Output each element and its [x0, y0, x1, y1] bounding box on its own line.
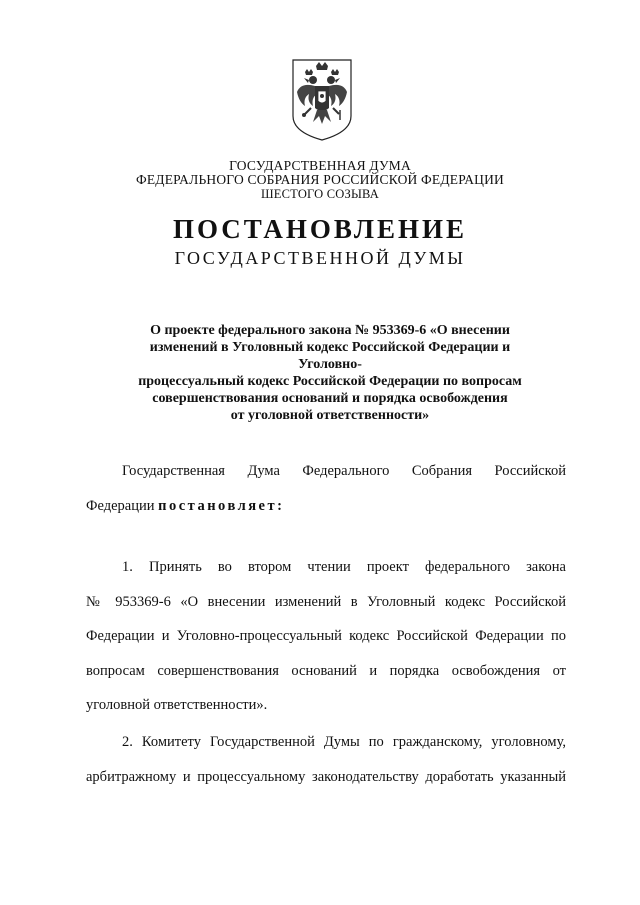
bill-title-line: совершенствования оснований и порядка освобождения: [152, 391, 508, 406]
item-2-line: 2. Комитету Государственной Думы по гражданскому, уголовному,: [122, 734, 566, 750]
bill-title-line: процессуальный кодекс Российской Федерации по вопросам: [138, 374, 522, 389]
bill-title-line: изменений в Уголовный кодекс Российской Федерации и Уголовно-: [149, 340, 511, 372]
item-1-line: 1. Принять во втором чтении проект федерального закона: [122, 559, 566, 575]
intro-paragraph: [86, 454, 566, 523]
header-convocation: ШЕСТОГО СОЗЫВА: [260, 187, 380, 201]
state-emblem-icon: [291, 58, 353, 142]
intro-line: Государственная Дума Федерального Собрания Российской: [122, 463, 566, 479]
bill-title-line: от уголовной ответственности»: [230, 408, 430, 423]
bill-title-line: О проекте федерального закона № 953369-6 «О внесении: [150, 323, 510, 338]
item-2-line: арбитражному и процессуальному законодательству доработать указанный: [86, 768, 566, 785]
decree-verb: постановляет:: [158, 497, 285, 514]
item-1-line: уголовной ответственности».: [86, 697, 268, 713]
header-duma: ГОСУДАРСТВЕННАЯ ДУМА: [229, 158, 411, 173]
item-1-line: № 953369-6 «О внесении изменений в Уголовный кодекс Российской: [86, 593, 566, 610]
item-1-line: вопросам совершенствования оснований и порядка освобождения от: [86, 662, 566, 679]
document-subtitle: ГОСУДАРСТВЕННОЙ ДУМЫ: [174, 248, 466, 268]
item-2-paragraph: [86, 725, 566, 794]
header-federal-assembly: ФЕДЕРАЛЬНОГО СОБРАНИЯ РОССИЙСКОЙ ФЕДЕРАЦИИ: [136, 172, 504, 187]
item-1-line: Федерации и Уголовно-процессуальный кодекс Российской Федерации по: [86, 628, 566, 644]
item-1-paragraph: [86, 550, 566, 723]
document-title: ПОСТАНОВЛЕНИЕ: [172, 214, 468, 244]
bill-title: [118, 322, 542, 424]
intro-line: [86, 489, 566, 524]
intro-prefix: Федерации: [86, 497, 159, 514]
